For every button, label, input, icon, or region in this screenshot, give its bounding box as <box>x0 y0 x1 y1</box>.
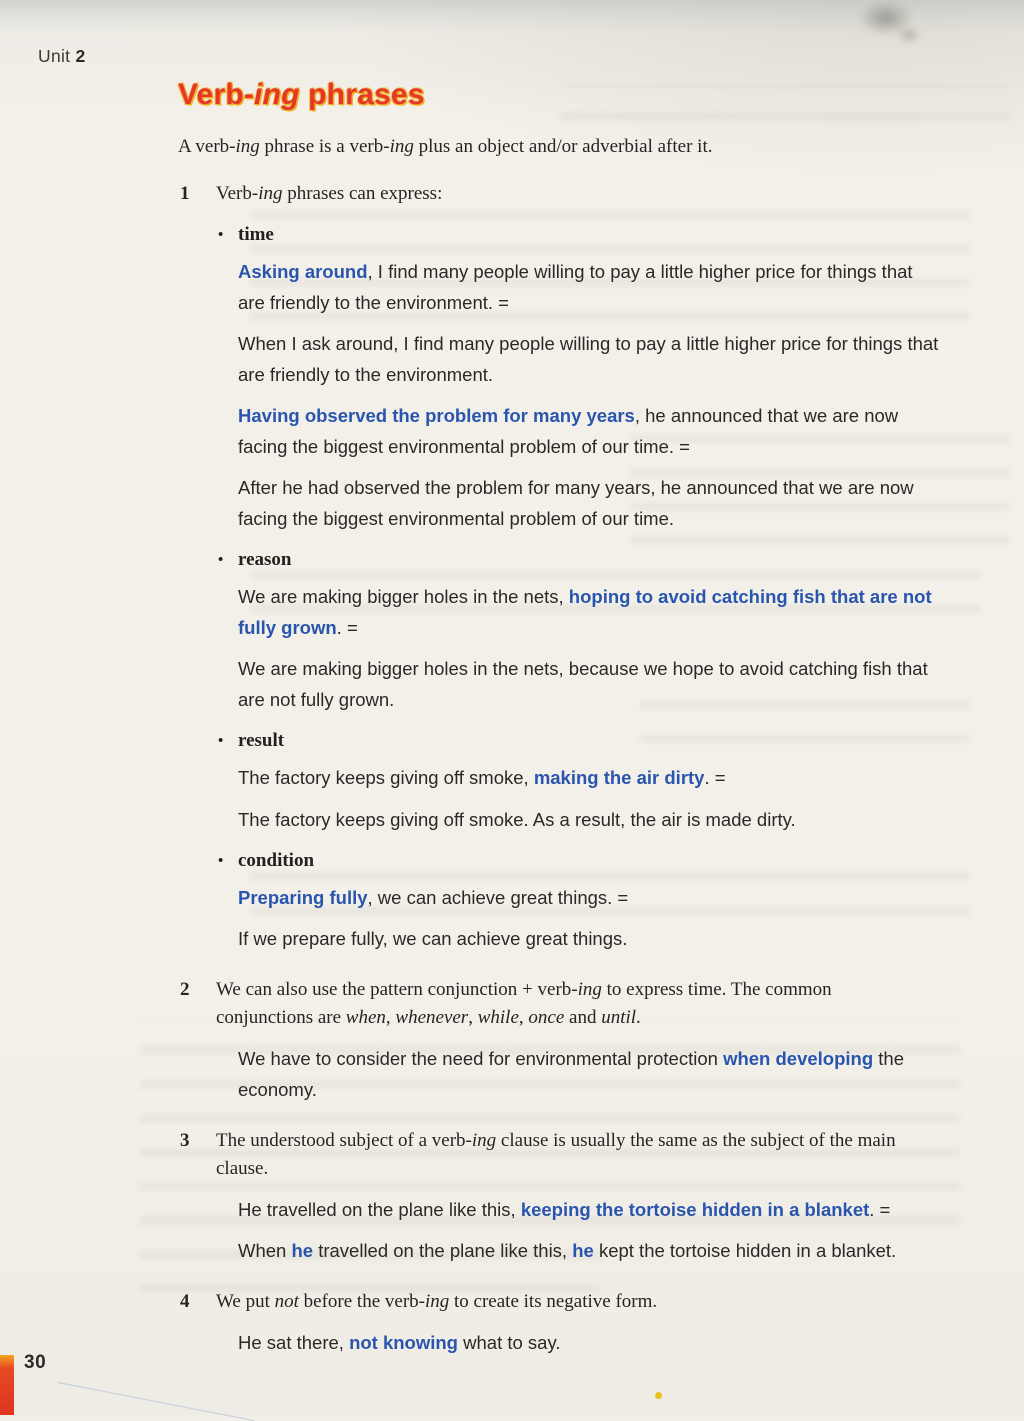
unit-number: 2 <box>75 46 86 66</box>
paraphrase-sentence <box>238 472 944 534</box>
italic-run: ing <box>235 136 260 157</box>
example-sentence <box>238 256 944 318</box>
text-run: We can also use the pattern conjunction + verb- <box>216 978 578 1000</box>
verbing-highlight: keeping the tortoise hidden in a blanket <box>520 1198 870 1220</box>
example-sentence <box>238 400 944 462</box>
example-sentence <box>238 1194 944 1225</box>
text-run: . <box>636 1007 641 1029</box>
rule-text <box>216 180 442 209</box>
italic-run: once <box>528 1007 565 1029</box>
verbing-highlight: Having observed the problem for many years <box>238 404 635 426</box>
italic-run: ing <box>258 183 283 204</box>
rule-number: 4 <box>180 1291 190 1313</box>
example-sentence <box>238 762 944 793</box>
text-run: before the verb- <box>298 1291 425 1313</box>
text-run: If we prepare fully, we can achieve great things. <box>238 927 628 949</box>
bullet-label: time <box>238 223 274 245</box>
bullet-icon: • <box>218 226 224 243</box>
rule-item <box>180 180 1024 209</box>
rule-text <box>216 1288 657 1317</box>
text-run: He travelled on the plane like this, <box>238 1198 521 1220</box>
example-sentence <box>238 882 944 913</box>
text-run: , <box>518 1007 529 1029</box>
rule-text <box>216 1127 906 1184</box>
text-run: We are making bigger holes in the nets, because we hope to avoid catching fish that are not fully grown. <box>238 658 928 711</box>
text-run: , <box>385 1007 396 1029</box>
verbing-highlight: he <box>291 1239 314 1261</box>
italic-run: ing <box>254 78 300 111</box>
scan-smudge <box>896 26 922 44</box>
bullet-icon: • <box>218 733 224 750</box>
rule-item <box>180 1288 1024 1317</box>
verbing-highlight: he <box>572 1239 594 1261</box>
rule-number: 1 <box>180 183 190 204</box>
rule-number: 3 <box>180 1129 190 1151</box>
text-run: Verb- <box>216 183 259 204</box>
page-edge-tab <box>0 1355 14 1415</box>
text-run: We are making bigger holes in the nets, <box>238 586 569 608</box>
rule-item <box>180 976 1024 1033</box>
content-flow <box>0 126 1024 1358</box>
unit-label <box>38 46 86 67</box>
rule-text <box>216 976 906 1033</box>
italic-run: while <box>477 1007 519 1029</box>
verbing-highlight: Asking around <box>238 260 368 282</box>
text-run: . = <box>704 767 726 789</box>
text-run: travelled on the plane like this, <box>313 1239 573 1261</box>
text-run: , we can achieve great things. = <box>367 886 629 908</box>
bullet-term <box>218 730 1024 752</box>
text-run: clause is usually the same as the subject of the main clause. <box>216 1129 896 1180</box>
example-sentence <box>238 1327 944 1358</box>
text-run: When <box>238 1239 292 1261</box>
text-run: phrases can express: <box>282 183 443 204</box>
text-run: After he had observed the problem for many years, he announced that we are now facing the biggest environmental problem of our time. <box>238 476 914 530</box>
text-run: plus an object and/or adverbial after it. <box>413 136 713 157</box>
page-title <box>178 78 425 112</box>
text-run: , I find many people willing to pay a little higher price for things that are friendly to the environment. = <box>238 260 913 313</box>
verbing-highlight: hoping to avoid catching fish that are not fully grown <box>238 586 932 639</box>
text-run: and <box>564 1007 602 1029</box>
bullet-term <box>218 850 1024 872</box>
intro-sentence <box>178 136 978 158</box>
italic-run: ing <box>424 1291 450 1313</box>
verbing-highlight: not knowing <box>349 1331 458 1353</box>
bullet-icon: • <box>218 552 224 569</box>
page-number: 30 <box>24 1352 47 1373</box>
bullet-label: result <box>238 730 285 752</box>
paraphrase-sentence <box>238 328 944 390</box>
bullet-term <box>218 549 1024 571</box>
example-sentence <box>238 1043 944 1105</box>
text-run: We put <box>216 1291 275 1313</box>
text-run: . = <box>336 617 358 639</box>
text-run: We have to consider the need for environmental protection <box>238 1047 724 1069</box>
text-run: The understood subject of a verb- <box>216 1129 472 1151</box>
rule-item <box>180 1127 1024 1184</box>
text-run: kept the tortoise hidden in a blanket. <box>593 1239 897 1261</box>
italic-run: when <box>345 1007 386 1029</box>
paraphrase-sentence <box>238 923 944 954</box>
paraphrase-sentence <box>238 804 944 835</box>
scan-speck <box>655 1392 662 1399</box>
bullet-label: reason <box>238 549 292 571</box>
bullet-term <box>218 224 1024 246</box>
text-run: , he announced that we are now facing the biggest environmental problem of our time. = <box>238 404 899 457</box>
italic-run: whenever <box>395 1007 469 1029</box>
text-run: Verb- <box>178 78 255 111</box>
bullet-icon: • <box>218 852 224 869</box>
text-run: When I ask around, I find many people willing to pay a little higher price for things that are friendly to the environment. <box>238 332 939 385</box>
text-run: The factory keeps giving off smoke, <box>238 767 534 789</box>
unit-label-text: Unit <box>38 46 76 66</box>
verbing-highlight: when developing <box>723 1047 874 1069</box>
scan-hairline <box>58 1382 255 1421</box>
text-run: He sat there, <box>238 1331 350 1353</box>
text-run: phrases <box>299 78 425 111</box>
text-run: The factory keeps giving off smoke. As a result, the air is made dirty. <box>238 808 796 830</box>
bullet-label: condition <box>238 849 315 871</box>
text-run: A verb- <box>178 136 236 157</box>
text-run: to express time. The common conjunctions are <box>216 978 832 1029</box>
italic-run: ing <box>577 978 602 1000</box>
text-run: . = <box>869 1198 891 1220</box>
paraphrase-sentence <box>238 653 944 715</box>
text-run: , <box>468 1007 478 1029</box>
italic-run: ing <box>389 136 414 157</box>
text-run: what to say. <box>458 1331 561 1353</box>
verbing-highlight: Preparing fully <box>238 886 368 908</box>
example-sentence <box>238 581 944 643</box>
paraphrase-sentence <box>238 1235 944 1266</box>
rule-number: 2 <box>180 978 190 1000</box>
text-run: phrase is a verb- <box>259 136 390 157</box>
italic-run: not <box>274 1291 299 1313</box>
text-run: the economy. <box>238 1047 904 1100</box>
italic-run: ing <box>471 1129 497 1151</box>
text-run: to create its negative form. <box>449 1291 658 1313</box>
verbing-highlight: making the air dirty <box>533 767 705 789</box>
italic-run: until <box>601 1007 637 1029</box>
